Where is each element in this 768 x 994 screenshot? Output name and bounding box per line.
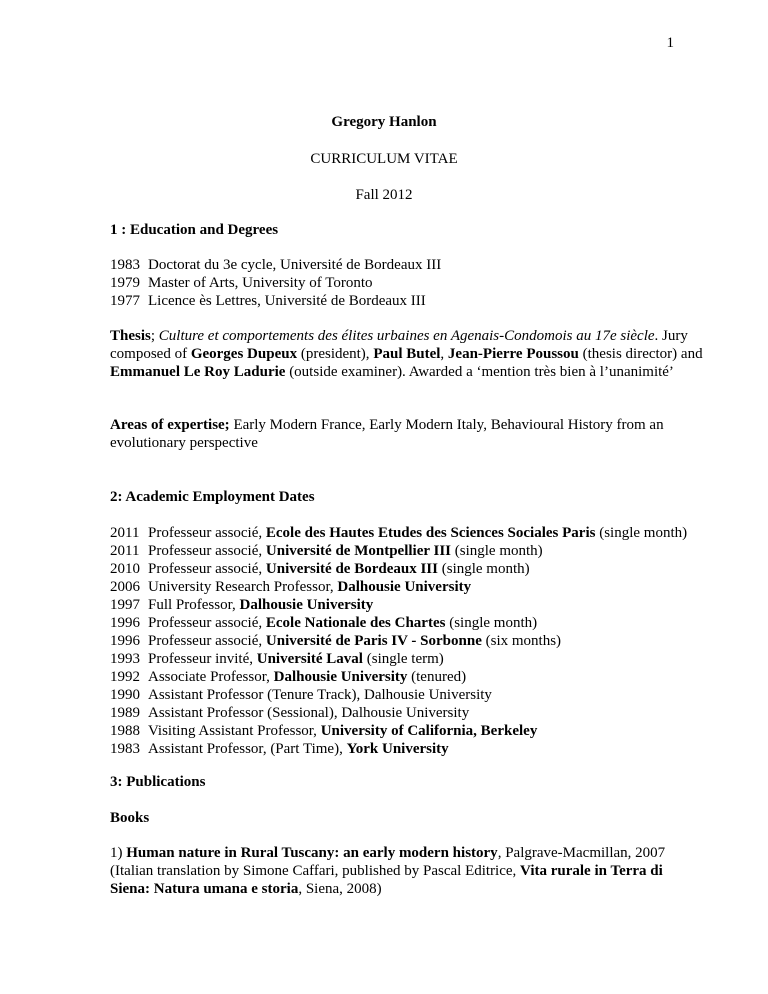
employment-note: (single month) (437, 561, 530, 577)
employment-year: 1993 (110, 651, 140, 667)
employment-year: 1996 (110, 633, 140, 649)
employment-institution: York University (346, 741, 449, 757)
employment-item (110, 632, 730, 650)
employment-note: (single month) (445, 615, 538, 631)
employment-institution: Université Laval (256, 651, 363, 667)
book-title: Human nature in Rural Tuscany: an early modern history (126, 845, 498, 861)
thesis-text: (outside examiner). Awarded a ‘mention très bien à l’unanimité’ (285, 364, 674, 380)
employment-institution: Dalhousie University (239, 597, 374, 613)
book-number: 1) (110, 845, 127, 861)
book-entry (110, 844, 702, 898)
thesis-text: , (440, 346, 448, 362)
employment-year: 1988 (110, 723, 140, 739)
jury-member: Jean-Pierre Poussou (447, 346, 579, 362)
page-number: 1 (666, 35, 674, 51)
employment-institution: Ecole Nationale des Chartes (265, 615, 446, 631)
author-name: Gregory Hanlon (331, 114, 437, 130)
employment-note: (tenured) (407, 669, 467, 685)
employment-role: Professeur associé, (148, 633, 266, 649)
employment-item (110, 596, 730, 614)
expertise-text: Early Modern France, Early Modern Italy, Behavioural History from an evolutionary perspective (110, 417, 664, 451)
degree-item (110, 292, 710, 310)
employment-role: Professeur associé, (148, 615, 266, 631)
employment-note: (six months) (481, 633, 562, 649)
employment-item (110, 740, 730, 758)
employment-year: 1992 (110, 669, 140, 685)
employment-year: 2006 (110, 579, 140, 595)
employment-heading: 2: Academic Employment Dates (110, 489, 315, 505)
expertise-paragraph (110, 416, 680, 452)
employment-note: (single month) (595, 525, 688, 541)
employment-role: Visiting Assistant Professor, (148, 723, 321, 739)
employment-role: Professeur associé, (148, 561, 266, 577)
employment-item (110, 686, 730, 704)
thesis-label: Thesis (110, 328, 151, 344)
book-details: , Siena, 2008) (298, 881, 382, 897)
employment-item (110, 704, 730, 722)
thesis-text: (president), (297, 346, 374, 362)
employment-role: Professeur invité, (148, 651, 257, 667)
employment-list (110, 524, 730, 758)
employment-role: Assistant Professor (Sessional), Dalhousie University (148, 705, 470, 721)
degree-item (110, 274, 710, 292)
employment-institution: Université de Paris IV - Sorbonne (265, 633, 482, 649)
book-translation-title: Vita rurale in Terra di Siena: Natura umana e storia (110, 863, 663, 897)
employment-year: 2010 (110, 561, 140, 577)
thesis-text: . Jury composed of (110, 328, 688, 362)
employment-institution: Dalhousie University (337, 579, 472, 595)
employment-year: 1983 (110, 741, 140, 757)
degree-year: 1983 (110, 257, 140, 273)
employment-item (110, 560, 730, 578)
employment-institution: Université de Montpellier III (265, 543, 452, 559)
employment-note: (single term) (362, 651, 444, 667)
employment-year: 1989 (110, 705, 140, 721)
degree-year: 1977 (110, 293, 140, 309)
document-date: Fall 2012 (355, 187, 413, 203)
document-title: CURRICULUM VITAE (310, 151, 458, 167)
employment-institution: Dalhousie University (273, 669, 408, 685)
employment-item (110, 578, 730, 596)
degree-list (110, 256, 710, 310)
degree-text: Licence ès Lettres, Université de Bordeaux III (148, 293, 426, 309)
degree-item (110, 256, 710, 274)
thesis-title: Culture et comportements des élites urbaines en Agenais-Condomois au 17e siècle (158, 328, 655, 344)
employment-role: Associate Professor, (148, 669, 274, 685)
degree-text: Doctorat du 3e cycle, Université de Bordeaux III (148, 257, 442, 273)
employment-item (110, 650, 730, 668)
thesis-paragraph (110, 327, 708, 381)
book-details: , Palgrave-Macmillan, 2007 (Italian translation by Simone Caffari, published by Pascal Editrice, (110, 845, 666, 879)
employment-institution: Université de Bordeaux III (265, 561, 438, 577)
thesis-text: (thesis director) and (578, 346, 703, 362)
employment-role: Full Professor, (148, 597, 240, 613)
thesis-sep: ; (150, 328, 159, 344)
expertise-label: Areas of expertise; (110, 417, 230, 433)
employment-role: Assistant Professor, (Part Time), (148, 741, 347, 757)
employment-item (110, 524, 730, 542)
jury-member: Georges Dupeux (190, 346, 298, 362)
employment-role: Professeur associé, (148, 543, 266, 559)
degree-text: Master of Arts, University of Toronto (148, 275, 373, 291)
employment-role: Assistant Professor (Tenure Track), Dalhousie University (148, 687, 492, 703)
employment-item (110, 614, 730, 632)
jury-member: Paul Butel (373, 346, 441, 362)
jury-member: Emmanuel Le Roy Ladurie (110, 364, 286, 380)
publications-heading: 3: Publications (110, 774, 206, 790)
books-heading: Books (110, 810, 150, 826)
employment-institution: Ecole des Hautes Etudes des Sciences Sociales Paris (265, 525, 596, 541)
employment-year: 2011 (110, 543, 140, 559)
employment-item (110, 668, 730, 686)
employment-year: 2011 (110, 525, 140, 541)
education-heading: 1 : Education and Degrees (110, 222, 279, 238)
employment-institution: University of California, Berkeley (320, 723, 538, 739)
employment-year: 1997 (110, 597, 140, 613)
employment-item (110, 722, 730, 740)
employment-note: (single month) (451, 543, 543, 559)
degree-year: 1979 (110, 275, 140, 291)
employment-year: 1996 (110, 615, 140, 631)
employment-role: Professeur associé, (148, 525, 266, 541)
employment-item (110, 542, 730, 560)
employment-role: University Research Professor, (148, 579, 338, 595)
employment-year: 1990 (110, 687, 140, 703)
